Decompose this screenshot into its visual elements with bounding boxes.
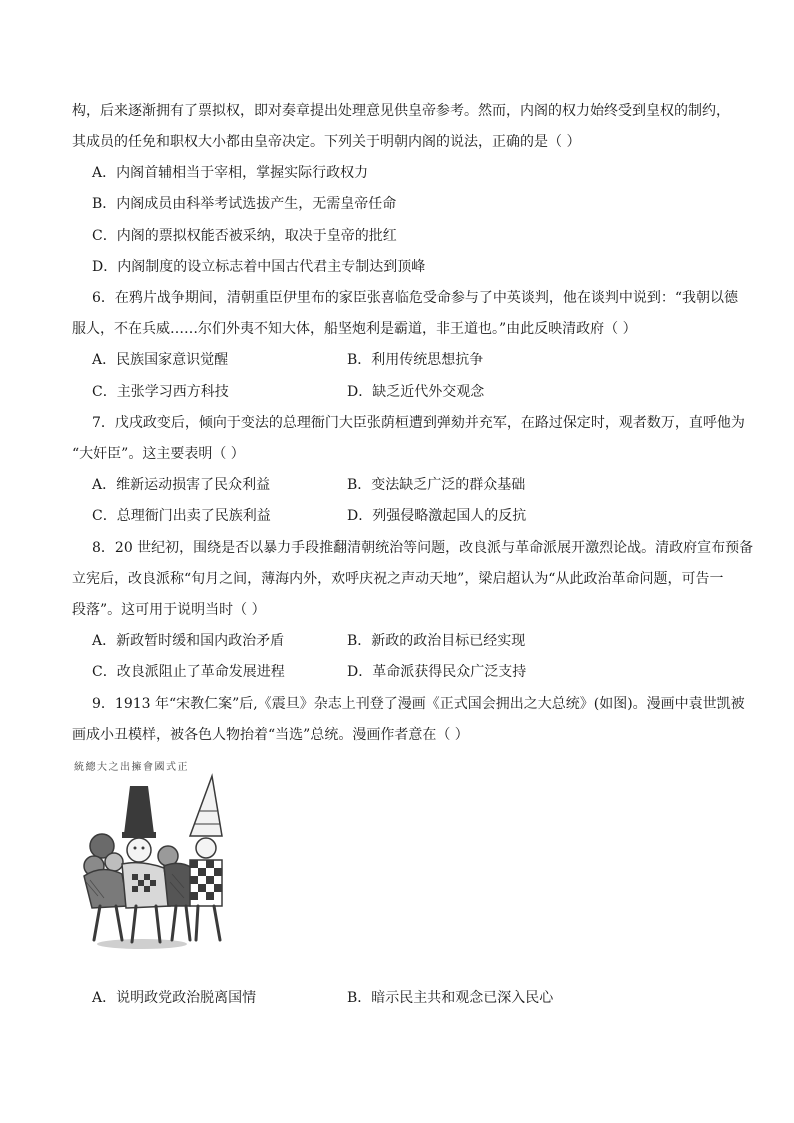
q7-option-b[interactable]: B．变法缺乏广泛的群众基础	[347, 477, 526, 493]
q6-option-d[interactable]: D．缺乏近代外交观念	[347, 384, 485, 400]
q6-option-c[interactable]: C．主张学习西方科技	[92, 384, 229, 400]
q9-option-b[interactable]: B．暗示民主共和观念已深入民心	[347, 990, 554, 1006]
q6-stem-line-1: 6．在鸦片战争期间，清朝重臣伊里布的家臣张喜临危受命参与了中英谈判，他在谈判中说到：“我朝以德	[92, 290, 739, 306]
q6-option-b[interactable]: B．利用传统思想抗争	[347, 352, 484, 368]
q8-option-b[interactable]: B．新政的政治目标已经实现	[347, 633, 526, 649]
q9-stem-line-1: 9．1913 年“宋教仁案”后,《震旦》杂志上刊登了漫画《正式国会拥出之大总统》(如图)。漫画中袁世凯被	[92, 696, 745, 712]
q9-option-a[interactable]: A．说明政党政治脱离国情	[92, 990, 257, 1006]
q9-stem-line-2: 画成小丑模样，被各色人物抬着“当选”总统。漫画作者意在（ ）	[72, 727, 469, 743]
q5-option-a[interactable]: A．内阁首辅相当于宰相，掌握实际行政权力	[92, 165, 369, 181]
cartoon-caption: 統總大之出擁會國式正	[74, 762, 189, 773]
q8-option-a[interactable]: A．新政暂时缓和国内政治矛盾	[92, 633, 285, 649]
q8-stem-line-1: 8．20 世纪初，围绕是否以暴力手段推翻清朝统治等问题，改良派与革命派展开激烈论战。清政府宣布预备	[92, 540, 754, 556]
q5-option-c[interactable]: C．内阁的票拟权能否被采纳，取决于皇帝的批红	[92, 228, 397, 244]
cartoon-drawing	[72, 756, 247, 956]
q8-stem-line-2: 立宪后，改良派称“旬月之间，薄海内外，欢呼庆祝之声动天地”，梁启超认为“从此政治革命问题，可告一	[72, 571, 724, 587]
q7-option-a[interactable]: A．维新运动损害了民众利益	[92, 477, 271, 493]
q6-option-a[interactable]: A．民族国家意识觉醒	[92, 352, 229, 368]
political-cartoon-image	[72, 756, 247, 956]
q7-option-d[interactable]: D．列强侵略激起国人的反抗	[347, 508, 527, 524]
q5-option-d[interactable]: D．内阁制度的设立标志着中国古代君主专制达到顶峰	[92, 259, 426, 275]
q6-stem-line-2: 服人，不在兵威……尔们外夷不知大体，船坚炮利是霸道，非王道也。”由此反映清政府（ ）	[72, 321, 637, 337]
q7-stem-line-1: 7．戊戌政变后，倾向于变法的总理衙门大臣张荫桓遭到弹劾并充军，在路过保定时，观者数万，直呼他为	[92, 415, 745, 431]
q8-option-c[interactable]: C．改良派阻止了革命发展进程	[92, 664, 285, 680]
q5-stem-line-1: 构，后来逐渐拥有了票拟权，即对奏章提出处理意见供皇帝参考。然而，内阁的权力始终受到皇权的制约，	[72, 103, 730, 119]
q5-stem-line-2: 其成员的任免和职权大小都由皇帝决定。下列关于明朝内阁的说法，正确的是（ ）	[72, 134, 581, 150]
q8-option-d[interactable]: D．革命派获得民众广泛支持	[347, 664, 527, 680]
q7-option-c[interactable]: C．总理衙门出卖了民族利益	[92, 508, 271, 524]
q7-stem-line-2: “大奸臣”。这主要表明（ ）	[72, 446, 245, 462]
q5-option-b[interactable]: B．内阁成员由科举考试选拔产生，无需皇帝任命	[92, 196, 397, 212]
q8-stem-line-3: 段落”。这可用于说明当时（ ）	[72, 602, 266, 618]
